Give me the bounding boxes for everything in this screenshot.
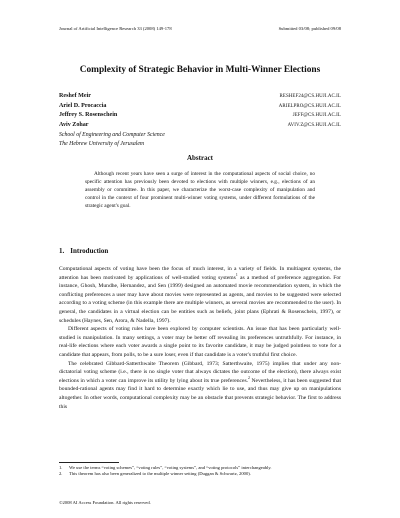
footnote — [59, 471, 341, 477]
journal-citation: Journal of Artificial Intelligence Research 33 (2008) 149-178 — [59, 26, 172, 31]
footnote-text: This theorem has also been generalized to the multiple winner setting (Duggan & Schwartz, 2000). — [69, 471, 251, 477]
paper-title: Complexity of Strategic Behavior in Multi-Winner Elections — [79, 65, 321, 75]
body-text — [59, 265, 341, 411]
paragraph — [59, 325, 341, 359]
author-name: Ariel D. Procaccia — [59, 102, 107, 109]
author-row — [59, 93, 341, 103]
section-heading — [59, 247, 114, 255]
footnote-number: 1. — [59, 465, 63, 470]
paragraph-text: Different aspects of voting rules have been explored by computer scientists. An issue that has been particularly well-studied is manipulation. In many settings, a voter may be better off revealing its preferences untruthfully. For instance, in real-life elections where each voter awards a single point to its favorite candidate, it may be judged pointless to vote for a candidate that appears, from polls, to be a sure loser, even if that candidate is a voter's truthful first choice. — [59, 326, 341, 358]
author-name: Jeffrey S. Rosenschein — [59, 112, 118, 118]
footnote-divider — [59, 462, 119, 463]
abstract-text: Although recent years have seen a surge of interest in the computational aspects of social choice, no specific attention has previously been devoted to elections with multiple winners, e.g., elections of an assembly or committee. In this paper, we characterize the worst-case complexity of manipulation and control in the context of four prominent multi-winner voting systems, under different formulations of the strategic agent's goal. — [85, 171, 315, 210]
paragraph — [59, 265, 341, 325]
section-title: Introduction — [70, 247, 109, 255]
running-header — [59, 26, 341, 34]
footnote-number: 2. — [59, 471, 63, 477]
section-number: 1. — [59, 247, 65, 255]
copyright-notice: ©2008 AI Access Foundation. All rights reserved. — [59, 500, 151, 505]
footnote-marker: 1 — [235, 272, 238, 277]
footnote-text: We use the terms “voting schemes”, “voting rules”, “voting systems”, and “voting protocols” interchangeably. — [69, 465, 272, 470]
author-block — [59, 93, 341, 150]
affiliation-line: The Hebrew University of Jerusalem — [59, 141, 145, 148]
paragraph-text: as a method of preference aggregation. For instance, Ghosh, Mundhe, Hernandez, and Sen (1999) designed an automated movie recommendation system, in which the conflicting preferences a user may have about movies were represented as agents, and movies to be suggested were selected according to a voting scheme (in this example there are multiple winners, as several movies are recommended to the user). In general, the candidates in a virtual election can be entities such as beliefs, joint plans (Ephrati & Rosenschein, 1997), or schedules (Haynes, Sen, Arora, & Nadella, 1997). — [59, 274, 341, 324]
author-name: Reshef Meir — [59, 93, 91, 99]
footnotes — [59, 465, 341, 478]
paragraph-text: Nevertheless, it has been suggested that bounded-rational agents may find it hard to determine exactly which lie to use, and thus may give up on manipulations altogether. In other words, computational complexity may be an obstacle that prevents strategic behavior. The first to address this — [59, 377, 341, 410]
author-row — [59, 103, 341, 113]
paragraph-text: The celebrated Gibbard-Satterthwaite Theorem (Gibbard, 1973; Satterthwaite, 1975) implies that under any non-dictatorial voting scheme (i.e., there is no single voter that always dictates the outcome of the election), there always exist elections in which a voter can improve its utility by lying about its true preferences. — [59, 360, 341, 384]
author-email: JEFF@CS.HUJI.AC.IL — [292, 113, 341, 118]
paragraph — [59, 360, 341, 412]
author-email: ARIELPRO@CS.HUJI.AC.IL — [278, 103, 341, 109]
author-email: RESHEF24@CS.HUJI.AC.IL — [279, 94, 341, 99]
abstract-heading: Abstract — [186, 154, 214, 162]
author-name: Aviv Zohar — [59, 121, 89, 128]
author-row — [59, 112, 341, 122]
paragraph-text: Computational aspects of voting have been the focus of much interest, in a variety of fields. In multiagent systems, the attention has been motivated by applications of well-studied voting systems — [59, 266, 341, 281]
footnote-marker: 2 — [248, 375, 250, 380]
author-row — [59, 122, 341, 132]
affiliation-line: School of Engineering and Computer Science — [59, 132, 165, 138]
submission-dates: Submitted 03/08; published 09/08 — [278, 26, 341, 31]
author-email: AVIV.Z@CS.HUJI.AC.IL — [287, 122, 341, 128]
